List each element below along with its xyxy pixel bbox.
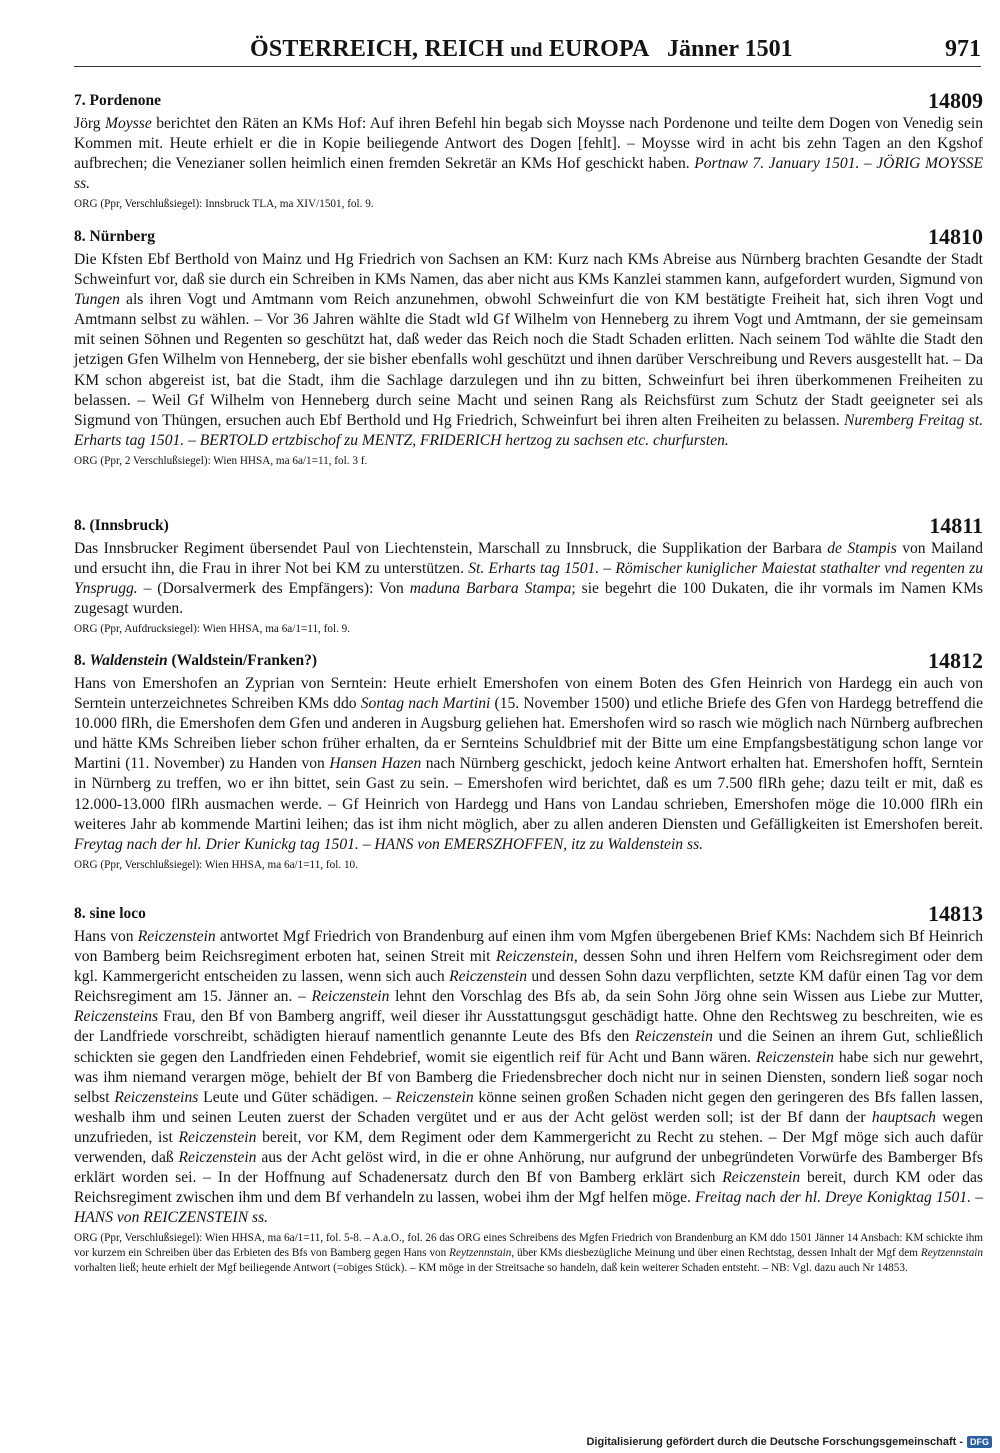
entry-source: ORG (Ppr, Verschlußsiegel): Wien HHSA, ma 6a/1=11, fol. 5-8. – A.a.O., fol. 26 das ORG eines Schreibens des Mgfen Friedrich von Brandenburg an KM ddo 1501 Jänner 14 Ansbach: KM schickte ihm vor kurzem ein Schreiben über das Erbieten des Bfs von Bamberg gegen Hans von Reytzennstain, über KMs diesbezügliche Meinung und über einen Rechtstag, dessen Inhalt der Mgf dem Reytzennstain vorhalten ließ; heute erhielt der Mgf beiliegende Antwort (=obiges Stück). – KM möge in der Streitsache so handeln, daß kein weiterer Schaden entsteht. – NB: Vgl. dazu auch Nr 14853. (74, 1232, 984, 1274)
entry-14811 (74, 513, 984, 637)
entry-text: Hans von Emershofen an Zyprian von Serntein: Heute erhielt Emershofen von einem Boten des Gfen Heinrich von Hardegg ein auch von Serntein unterzeichnetes Schreiben KMs ddo Sontag nach Martini (15. November 1500) und etliche Briefe des Gfen von Hardegg betreffend die 10.000 flRh, die Emershofen dem Gfen und anderen in Augsburg geliehen hat. Emershofen wird so rasch wie möglich nach Nürnberg aufbrechen und hätte KMs Schreiben lieber schon früher erhalten, da er Sernteins Schuldbrief mit der Bitte um eine Empfangsbestätigung schon lange vor Martini (11. November) zu Handen von Hansen Hazen nach Nürnberg geschickt, jedoch keine Antwort erhalten hat. Emershofen hofft, Serntein in Nürnberg zu treffen, wo er ihn bittet, sein Gast zu sein. – Emershofen wird berichtet, daß es um 7.500 flRh gehe; dazu teilt er mit, daß es 12.000-13.000 flRh ausmachen werde. – Gf Heinrich von Hardegg und Hans von Landau schrieben, Emershofen möge die 10.000 flRh ein weiteres Jahr ab kommende Martini leihen; das ist ihm nicht möglich, aber zu allen anderen Diensten und Gefälligkeiten ist Emershofen bereit. Freytag nach der hl. Drier Kunickg tag 1501. – HANS von EMERSZHOFFEN, itz zu Waldenstein ss. (74, 675, 984, 853)
entry-source: ORG (Ppr, Verschlußsiegel): Wien HHSA, ma 6a/1=11, fol. 10. (74, 858, 358, 871)
entry-text: Das Innsbrucker Regiment übersendet Paul von Liechtenstein, Marschall zu Innsbruck, die Supplikation der Barbara de Stampis von Mailand und ersucht ihn, die Frau in ihrer Not bei KM zu unterstützen. St. Erharts tag 1501. – Römischer kuniglicher Maiestat stathalter vnd regenten zu Ynsprugg. – (Dorsalvermerk des Empfängers): Von maduna Barbara Stampa; sie begehrt die 100 Dukaten, die ihr vormals im Namen KMs zugesagt wurden. (74, 540, 984, 618)
entry-14812 (74, 648, 984, 872)
entry-number: 14813 (928, 901, 983, 926)
entry-place: 8. (Innsbruck) (74, 517, 169, 534)
entry-number: 14811 (929, 513, 983, 538)
entry-source: ORG (Ppr, Aufdrucksiegel): Wien HHSA, ma 6a/1=11, fol. 9. (74, 623, 351, 636)
page-header (74, 36, 981, 67)
entry-source: ORG (Ppr, Verschlußsiegel): Innsbruck TLA, ma XIV/1501, fol. 9. (74, 198, 374, 211)
entry-14809 (74, 88, 983, 212)
entry-number: 14809 (928, 88, 983, 113)
credit-text: Digitalisierung gefördert durch die Deutsche Forschungsgemeinschaft - (586, 1436, 963, 1448)
running-title: ÖSTERREICH, REICH und EUROPA (250, 36, 650, 62)
running-date: Jänner 1501 (667, 36, 793, 62)
dfg-logo: DFG (967, 1436, 992, 1448)
entry-place: 8. Waldenstein (Waldstein/Franken?) (74, 652, 318, 669)
entry-number: 14810 (928, 224, 983, 249)
entry-number: 14812 (928, 648, 983, 673)
entry-text: Die Kfsten Ebf Berthold von Mainz und Hg Friedrich von Sachsen an KM: Kurz nach KMs Abreise aus Nürnberg brachten Gesandte der Stadt Schweinfurt vor, daß sie durch ein Schreiben in KMs Namen, das aber nicht aus KMs Kanzlei stammen kann, aufgefordert wurden, Sigmund von Tungen als ihren Vogt und Amtmann vom Reich anzunehmen, obwohl Schweinfurt die von KM bestätigte Freiheit hat, sich ihren Vogt und Amtmann selbst zu wählen. – Vor 36 Jahren wählte die Stadt wld Gf Wilhelm von Henneberg zu ihrem Vogt und Amtmann, der sie gemeinsam mit seinen Söhnen und Regenten so geschützt hat, daß weder das Reich noch die Stadt Schaden erlitten. Nach seinem Tod wählte die Stadt den jetzigen Gfen Wilhelm von Henneberg, der sie bisher ebenfalls wohl geschützt und ihnen darüber Verschreibung und Revers ausgestellt hat. – Da KM schon abgereist ist, bat die Stadt, ihm die Sachlage darzulegen und ihn zu bitten, Schweinfurt bei ihren überkommenen Freiheiten zu belassen. – Weil Gf Wilhelm von Henneberg durch seine Macht und seinen Rang als Reichsfürst zum Schutz der Stadt geeigneter sei als Sigmund von Thüngen, ersuchen auch Ebf Berthold und Hg Friedrich, Schweinfurt bei ihren alten Freiheiten zu belassen. Nuremberg Freitag st. Erharts tag 1501. – BERTOLD ertzbischof zu MENTZ, FRIDERICH hertzog zu sachsen etc. churfursten. (74, 251, 983, 449)
entry-place: 8. Nürnberg (74, 228, 155, 245)
entry-text: Jörg Moysse berichtet den Räten an KMs Hof: Auf ihren Befehl hin begab sich Moysse nach Pordenone und teilte dem Dogen von Venedig sein Kommen mit. Heute erhielt er die in Kopie beiliegende Antwort des Dogen [fehlt]. – Moysse wird in acht bis zehn Tagen an den Kgshof aufbrechen; die Venezianer sollen heimlich einen fremden Sekretär an KMs Hof geschickt haben. Portnaw 7. January 1501. – JÖRIG MOYSSE ss. (74, 115, 983, 193)
entry-text: Hans von Reiczenstein antwortet Mgf Friedrich von Brandenburg auf einen ihm vom Mgfen übergebenen Brief KMs: Nachdem sich Bf Heinrich von Bamberg beim Reichsregiment erboten hat, seinen Streit mit Reiczenstein, dessen Sohn und ihren Helfern vom Reichsregiment oder dem kgl. Kammergericht entscheiden zu lassen, wenn sich auch Reiczenstein und dessen Sohn dazu verpflichten, setzte KM dafür einen Tag vor dem Reichsregiment am 15. Jänner an. – Reiczenstein lehnt den Vorschlag des Bfs ab, da sein Sohn Jörg ohne sein Wissen aus Liebe zur Mutter, Reiczensteins Frau, den Bf von Bamberg angriff, weil dieser ihr Ausstattungsgut geschädigt hatte. Ohne den Rechtsweg zu beschreiten, wie es der Landfriede vorschreibt, schädigten hierauf namentlich genannte Leute des Bfs den Reiczenstein und die Seinen an ihrem Gut, schließlich schickten sie gegen den Landfrieden einen Fehdebrief, womit sie eigentlich reif für Acht und Bann wären. Reiczenstein habe sich nur gewehrt, was ihm niemand verargen möge, behielt der Bf von Bamberg die Friedensbrecher doch nicht nur in seinen Diensten, sondern ließ sogar noch selbst Reiczensteins Leute und Güter schädigen. – Reiczenstein könne seinen großen Schaden nicht gegen den geringeren des Bfs fallen lassen, weshalb ihm und seinen Leuten zuerst der Schaden vergütet und er aus der Acht gelöst werden soll; ist der Bf dann der hauptsach wegen unzufrieden, ist Reiczenstein bereit, vor KM, dem Regiment oder dem Kammergericht zu Recht zu stehen. – Der Mgf möge sich auch dafür verwenden, daß Reiczenstein aus der Acht gelöst wird, in die er ohne Anhörung, nur aufgrund der unbegründeten Vorwürfe des Bamberger Bfs erklärt worden sei. – In der Hoffnung auf Schadenersatz durch den Bf von Bamberg erklärt sich Reiczenstein bereit, durch KM oder das Reichsregiment zwischen ihm und dem Bf verhandeln zu lassen, wobei ihm der Mgf helfen möge. Freitag nach der hl. Dreye Konigktag 1501. – HANS von REICZENSTEIN ss. (74, 928, 984, 1227)
entry-14813 (74, 901, 984, 1275)
entry-place: 8. sine loco (74, 905, 146, 922)
digitization-credit (586, 1436, 992, 1448)
page-number: 971 (945, 36, 981, 62)
entry-source: ORG (Ppr, 2 Verschlußsiegel): Wien HHSA, ma 6a/1=11, fol. 3 f. (74, 454, 368, 467)
entry-14810 (74, 224, 983, 469)
entry-place: 7. Pordenone (74, 92, 161, 109)
